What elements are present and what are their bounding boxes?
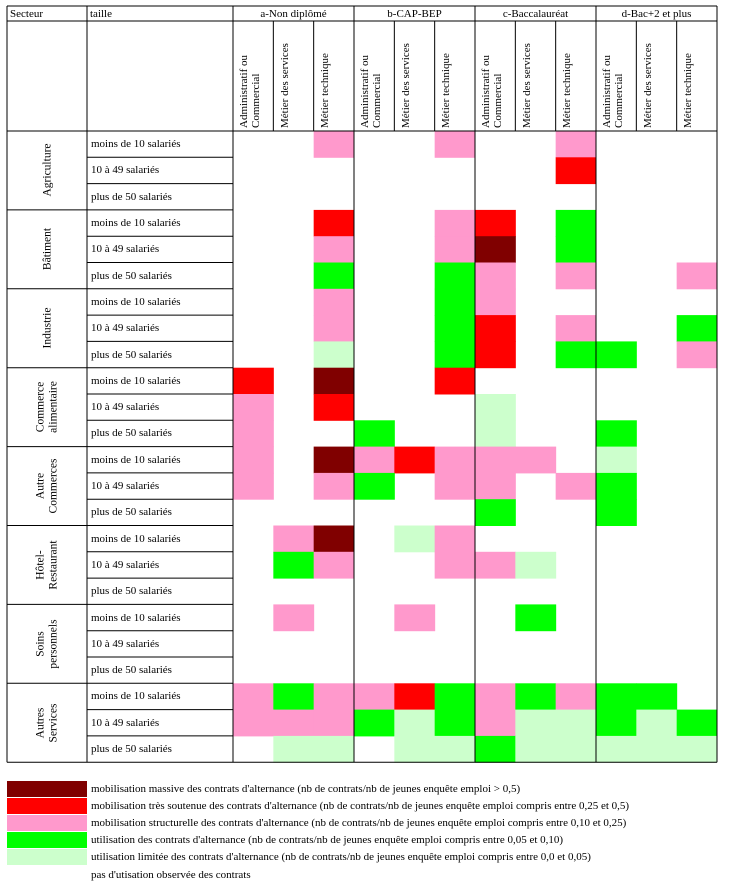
- sector-label: Commerce alimentaire: [33, 381, 59, 434]
- header-secteur: Secteur: [10, 8, 43, 20]
- heat-cell: [435, 368, 476, 395]
- heat-cell: [435, 552, 476, 579]
- heat-cell: [273, 526, 314, 553]
- heat-cell: [475, 552, 516, 579]
- size-label: moins de 10 salariés: [91, 374, 181, 387]
- heat-cell: [314, 315, 355, 342]
- header-level: a-Non diplômé: [260, 8, 327, 20]
- legend-text: utilisation limitée des contrats d'alternance (nb de contrats/nb de jeunes enquête emploi compris entre 0,0 et 0,05): [91, 851, 591, 864]
- legend-swatch: [7, 832, 87, 848]
- sector-label: Agriculture: [40, 143, 53, 197]
- heat-cell: [515, 683, 556, 710]
- heat-cell: [475, 236, 516, 263]
- heat-cell: [677, 710, 718, 737]
- heat-cell: [314, 263, 355, 290]
- header-level: d-Bac+2 et plus: [621, 8, 692, 20]
- job-type-header: Métier des services: [278, 43, 291, 128]
- heat-cell: [314, 394, 355, 421]
- legend-text: utilisation des contrats d'alternance (nb de contrats/nb de jeunes enquête emploi compris entre 0,05 et 0,10): [91, 834, 564, 847]
- job-type-header: Métier des services: [641, 43, 654, 128]
- job-type-header: Métier technique: [318, 53, 331, 128]
- heat-cell: [556, 131, 597, 158]
- heat-cell: [314, 236, 355, 263]
- sector-label: Hôtel- Restaurant: [33, 540, 59, 590]
- heat-cell: [475, 263, 516, 290]
- heat-cell: [475, 499, 516, 526]
- heat-cell: [435, 210, 476, 237]
- heat-cell: [596, 420, 637, 447]
- heat-cell: [596, 683, 637, 710]
- size-label: plus de 50 salariés: [91, 269, 172, 282]
- heat-cell: [475, 341, 516, 368]
- job-type-header: Métier des services: [399, 43, 412, 128]
- heat-cell: [556, 710, 597, 737]
- size-label: plus de 50 salariés: [91, 427, 172, 440]
- heat-cell: [394, 710, 435, 737]
- heat-cell: [677, 341, 718, 368]
- heat-cell: [435, 473, 476, 500]
- heat-cell: [515, 736, 556, 763]
- sector-label: Autres Services: [33, 703, 59, 743]
- size-label: plus de 50 salariés: [91, 743, 172, 756]
- heat-cell: [677, 736, 718, 763]
- job-type-header: Administratif ou Commercial: [480, 54, 505, 128]
- heat-cell: [394, 736, 435, 763]
- heat-cell: [314, 736, 355, 763]
- heat-cell: [435, 131, 476, 158]
- heat-cell: [273, 604, 314, 631]
- legend-text: mobilisation très soutenue des contrats d'alternance (nb de contrats/nb de jeunes enquête emploi compris entre 0,25 et 0,5): [91, 800, 630, 813]
- heat-cell: [435, 263, 476, 290]
- heat-cell: [314, 368, 355, 395]
- heat-cell: [314, 447, 355, 474]
- sector-label: Industrie: [40, 307, 53, 349]
- heat-cell: [273, 710, 314, 737]
- job-type-header: Administratif ou Commercial: [359, 54, 384, 128]
- heat-cell: [435, 236, 476, 263]
- heat-cell: [354, 683, 395, 710]
- size-label: moins de 10 salariés: [91, 532, 181, 545]
- heat-cell: [233, 683, 274, 710]
- heat-cell: [556, 683, 597, 710]
- heat-cell: [314, 210, 355, 237]
- heat-cell: [314, 526, 355, 553]
- heat-cell: [233, 710, 274, 737]
- size-label: plus de 50 salariés: [91, 348, 172, 361]
- heat-cell: [556, 157, 597, 184]
- job-type-header: Métier technique: [560, 53, 573, 128]
- heat-cell: [314, 341, 355, 368]
- heat-cell: [273, 736, 314, 763]
- sector-label: Soins personnels: [33, 619, 59, 669]
- heat-cell: [354, 710, 395, 737]
- heat-cell: [596, 710, 637, 737]
- heat-cell: [233, 420, 274, 447]
- heat-cell: [435, 447, 476, 474]
- heat-cell: [233, 473, 274, 500]
- heat-cell: [515, 604, 556, 631]
- heat-cell: [556, 263, 597, 290]
- heat-cell: [314, 473, 355, 500]
- heat-cell: [435, 289, 476, 316]
- heat-cell: [475, 683, 516, 710]
- size-label: moins de 10 salariés: [91, 295, 181, 308]
- size-label: 10 à 49 salariés: [91, 164, 160, 177]
- size-label: 10 à 49 salariés: [91, 243, 160, 256]
- heat-cell: [475, 315, 516, 342]
- heat-cell: [596, 447, 637, 474]
- job-type-header: Métier technique: [681, 53, 694, 128]
- header-level: c-Baccalauréat: [502, 8, 569, 20]
- heat-cell: [435, 710, 476, 737]
- size-label: 10 à 49 salariés: [91, 401, 160, 414]
- heat-cell: [394, 447, 435, 474]
- heat-cell: [233, 394, 274, 421]
- legend-text: pas d'utisation observée des contrats: [91, 868, 251, 881]
- heat-cell: [515, 447, 556, 474]
- heat-cell: [354, 473, 395, 500]
- size-label: moins de 10 salariés: [91, 453, 181, 466]
- heat-cell: [435, 526, 476, 553]
- heat-cell: [233, 447, 274, 474]
- size-label: plus de 50 salariés: [91, 190, 172, 203]
- size-label: 10 à 49 salariés: [91, 558, 160, 571]
- size-label: plus de 50 salariés: [91, 664, 172, 677]
- heat-cell: [475, 710, 516, 737]
- size-label: plus de 50 salariés: [91, 506, 172, 519]
- heat-cell: [596, 341, 637, 368]
- heat-cell: [475, 736, 516, 763]
- heat-cell: [475, 394, 516, 421]
- header-level: b-CAP-BEP: [387, 8, 442, 20]
- heat-cell: [556, 236, 597, 263]
- job-type-header: Administratif ou Commercial: [601, 54, 626, 128]
- heat-cell: [314, 289, 355, 316]
- heat-cell: [314, 683, 355, 710]
- heat-cell: [233, 368, 274, 395]
- heat-cell: [596, 473, 637, 500]
- heat-cell: [677, 263, 718, 290]
- heat-cell: [435, 736, 476, 763]
- job-type-header: Métier des services: [520, 43, 533, 128]
- sector-label: Autre Commerces: [33, 458, 59, 514]
- heat-cell: [314, 710, 355, 737]
- legend-text: mobilisation massive des contrats d'alternance (nb de contrats/nb de jeunes enquête emploi > 0,5): [91, 783, 521, 795]
- heat-cell: [394, 683, 435, 710]
- sector-label: Bâtiment: [40, 228, 53, 271]
- heat-cell: [354, 447, 395, 474]
- heat-cell: [556, 736, 597, 763]
- heat-cell: [556, 315, 597, 342]
- size-label: moins de 10 salariés: [91, 217, 181, 230]
- legend-text: mobilisation structurelle des contrats d'alternance (nb de contrats/nb de jeunes enquête emploi compris entre 0,10 et 0,25): [91, 817, 627, 830]
- heat-cell: [394, 604, 435, 631]
- size-label: moins de 10 salariés: [91, 138, 181, 151]
- heat-cell: [636, 683, 677, 710]
- heat-cell: [475, 447, 516, 474]
- heat-cell: [556, 473, 597, 500]
- heat-cell: [677, 315, 718, 342]
- size-label: 10 à 49 salariés: [91, 322, 160, 335]
- heat-cell: [354, 420, 395, 447]
- heat-cell: [475, 473, 516, 500]
- legend-swatch: [7, 815, 87, 831]
- size-label: plus de 50 salariés: [91, 585, 172, 598]
- legend-swatch: [7, 798, 87, 814]
- size-label: moins de 10 salariés: [91, 690, 181, 703]
- legend-swatch: [7, 781, 87, 797]
- heat-cell: [475, 420, 516, 447]
- heat-cell: [475, 289, 516, 316]
- size-label: 10 à 49 salariés: [91, 480, 160, 493]
- legend-swatch: [7, 867, 87, 883]
- size-label: moins de 10 salariés: [91, 611, 181, 624]
- heat-cell: [475, 210, 516, 237]
- header-taille: taille: [90, 8, 112, 20]
- job-type-header: Administratif ou Commercial: [238, 54, 263, 128]
- heat-cell: [596, 499, 637, 526]
- heat-cell: [515, 552, 556, 579]
- heat-cell: [394, 526, 435, 553]
- heat-cell: [636, 710, 677, 737]
- heat-cell: [636, 736, 677, 763]
- heat-cell: [515, 710, 556, 737]
- size-label: 10 à 49 salariés: [91, 637, 160, 650]
- heat-cell: [273, 552, 314, 579]
- job-type-header: Métier technique: [439, 53, 452, 128]
- heat-cell: [273, 683, 314, 710]
- heat-cell: [596, 736, 637, 763]
- heat-cell: [314, 552, 355, 579]
- size-label: 10 à 49 salariés: [91, 716, 160, 729]
- heat-cell: [556, 341, 597, 368]
- heat-cell: [435, 683, 476, 710]
- heat-cell: [556, 210, 597, 237]
- heat-cell: [435, 315, 476, 342]
- heat-cell: [435, 341, 476, 368]
- legend-swatch: [7, 849, 87, 865]
- heat-cell: [314, 131, 355, 158]
